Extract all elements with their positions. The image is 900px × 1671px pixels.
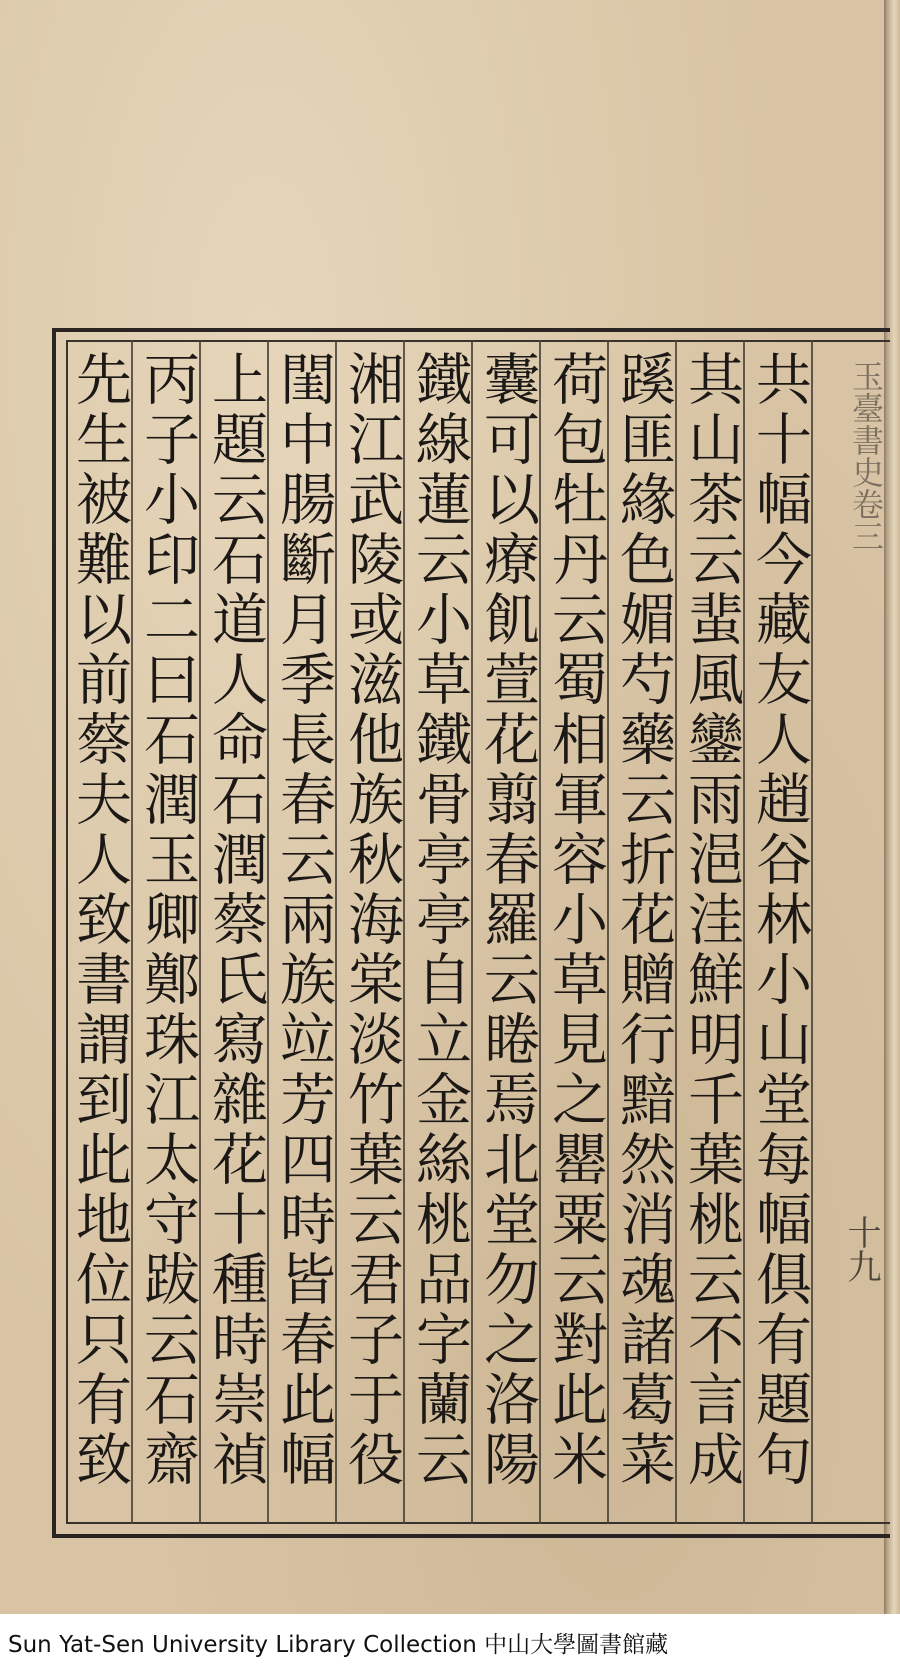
page-number: 十九 (841, 1215, 881, 1283)
text-column-1: 共十幅今藏友人趙谷林小山堂每幅俱有題句 (747, 350, 812, 1490)
margin-book-title: 玉臺書史卷三 (847, 360, 885, 552)
text-column-10: 丙子小印二曰石潤玉卿鄭珠江太守跋云石齋 (135, 350, 200, 1490)
text-column-8: 閨中腸斷月季長春云兩族竝芳四時皆春此幅 (271, 350, 336, 1490)
text-column-11: 先生被難以前蔡夫人致書謂到此地位只有致 (67, 350, 132, 1490)
text-column-7: 湘江武陵或滋他族秋海棠淡竹葉云君子于役 (339, 350, 404, 1490)
text-column-5: 囊可以療飢萱花翦春羅云睠焉北堂勿之洛陽 (475, 350, 540, 1490)
text-column-4: 荷包牡丹云蜀相軍容小草見之罌粟云對此米 (543, 350, 608, 1490)
library-credit: Sun Yat-Sen University Library Collection 中山大學圖書館藏 (8, 1632, 669, 1658)
text-column-9: 上題云石道人命石潤蔡氏寫雜花十種時崇禎 (203, 350, 268, 1490)
text-column-6: 鐵線蓮云小草鐵骨亭亭自立金絲桃品字蘭云 (407, 350, 472, 1490)
text-column-2: 其山茶云蜚風鑾雨浥洼鮮明千葉桃云不言成 (679, 350, 744, 1490)
text-column-3: 蹊匪緣色媚芍藥云折花贈行黯然消魂諸葛菜 (611, 350, 676, 1490)
